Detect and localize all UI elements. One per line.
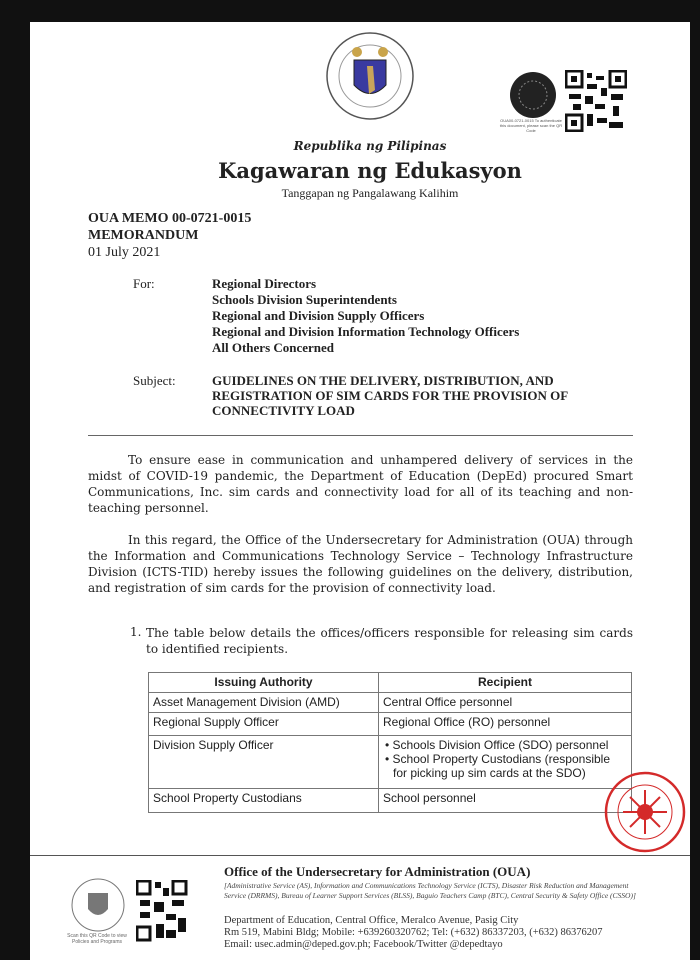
qr-caption: OUA00-0721-0015 To authenticate this document, please scan the QR Code — [499, 118, 563, 133]
authority-cell: Division Supply Officer — [149, 736, 379, 789]
footer-deped-seal-logo — [70, 877, 126, 933]
authority-cell: Asset Management Division (AMD) — [149, 693, 379, 713]
memo-type: MEMORANDUM — [88, 228, 199, 243]
subject-text: GUIDELINES ON THE DELIVERY, DISTRIBUTION, AND REGISTRATION OF SIM CARDS FOR THE PROVISION OF CONNECTIVITY LOAD — [212, 373, 568, 418]
paragraph-2: In this regard, the Office of the Undersecretary for Administration (OUA) through the Information and Communications Technology Service – Technology Infrastructure Division (ICTS-TID) hereby issues the following guidelines on the delivery, distribution, and registration of sim cards for the provision of connectivity load. — [88, 533, 633, 595]
footer-email[interactable]: Email: usec.admin@deped.gov.ph; Facebook/Twitter @depedtayo — [224, 939, 503, 950]
recipient-item: • School Property Custodians (responsible for picking up sim cards at the SDO) — [383, 752, 627, 780]
footer-qr-code-icon[interactable] — [136, 880, 188, 942]
authority-cell: Regional Supply Officer — [149, 713, 379, 736]
footer-divider — [30, 855, 690, 856]
republic-heading: Republika ng Pilipinas — [293, 139, 447, 153]
recipient-item: • Schools Division Office (SDO) personnel — [383, 738, 627, 752]
qr-code-icon[interactable] — [565, 70, 627, 132]
department-heading: Kagawaran ng Edukasyon — [218, 158, 522, 183]
footer-qr-caption: Scan this QR Code to view Policies and Programs — [67, 933, 127, 945]
recipient-cell: Regional Office (RO) personnel — [379, 713, 632, 736]
memo-number: OUA MEMO 00-0721-0015 — [88, 211, 252, 226]
table-row — [149, 713, 632, 736]
footer-address: Department of Education, Central Office, Meralco Avenue, Pasig City — [224, 915, 519, 926]
column-header: Recipient — [379, 673, 632, 693]
recipient: Regional and Division Supply Officers — [212, 308, 425, 323]
recipient: Schools Division Superintendents — [212, 292, 397, 307]
footer-office-name: Office of the Undersecretary for Administration (OUA) — [224, 864, 531, 879]
office-heading: Tanggapan ng Pangalawang Kalihim — [281, 186, 459, 200]
recipient-cell: Central Office personnel — [379, 693, 632, 713]
recipient: Regional and Division Information Technology Officers — [212, 324, 520, 339]
memo-date: 01 July 2021 — [88, 245, 161, 260]
recipients-list — [212, 276, 519, 356]
authority-cell: School Property Custodians — [149, 789, 379, 813]
column-header: Issuing Authority — [149, 673, 379, 693]
subject-label: Subject: — [133, 373, 176, 388]
issuing-table — [148, 672, 632, 813]
recipient-cell — [379, 736, 632, 789]
recipient: All Others Concerned — [212, 340, 335, 355]
memo-page — [30, 22, 690, 960]
table-row — [149, 736, 632, 789]
recipient-cell: School personnel — [379, 789, 632, 813]
official-stamp — [603, 770, 687, 854]
divider — [88, 435, 633, 436]
footer-contact: Rm 519, Mabini Bldg; Mobile: +639260320762; Tel: (+632) 86337203, (+632) 86376207 — [224, 927, 603, 938]
table-row — [149, 693, 632, 713]
footer-units: [Administrative Service (AS), Information and Communications Technology Service (ICTS), Disaster Risk Reduction and Management Service (DRRMS), Bureau of Learner Support Services (BLSS), Baguio Teachers Camp (BTC), Central Security & Safety Office (CSSO)] — [224, 881, 636, 900]
item-number: 1. — [130, 625, 142, 639]
table-row — [149, 789, 632, 813]
authentication-seal-icon — [508, 70, 558, 120]
deped-seal-logo — [325, 30, 415, 125]
recipient: Regional Directors — [212, 276, 317, 291]
for-label: For: — [133, 276, 155, 291]
paragraph-1: To ensure ease in communication and unhampered delivery of services in the midst of COVID-19 pandemic, the Department of Education (DepEd) procured Smart Communications, Inc. sim cards and connectivity load for all of its teaching and non-teaching personnel. — [88, 453, 633, 515]
item-1-text: The table below details the offices/officers responsible for releasing sim cards to identified recipients. — [146, 626, 633, 656]
